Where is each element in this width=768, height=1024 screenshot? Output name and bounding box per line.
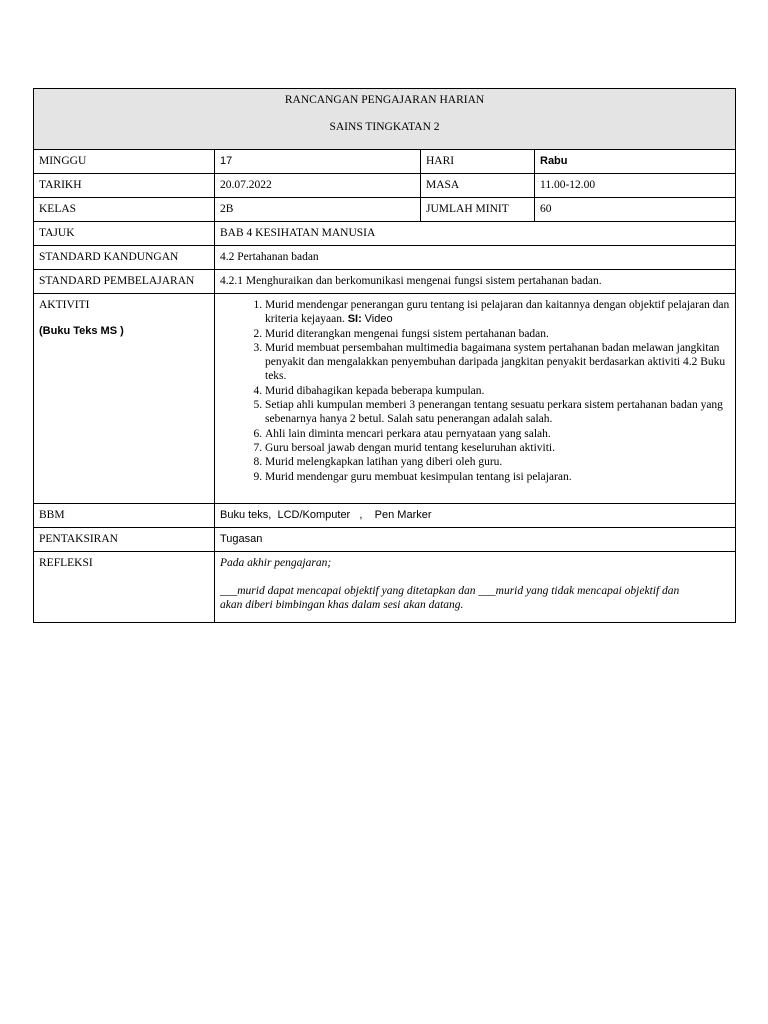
label-kelas: KELAS [34, 198, 215, 222]
row-tajuk [34, 222, 736, 246]
label-standard-pembelajaran: STANDARD PEMBELAJARAN [34, 270, 215, 294]
value-kelas: 2B [215, 198, 421, 222]
label-refleksi: REFLEKSI [34, 552, 215, 623]
rph-table [33, 88, 736, 623]
value-minggu: 17 [215, 150, 421, 174]
label-buku-teks: (Buku Teks MS ) [39, 325, 124, 337]
value-jumlah-minit: 60 [535, 198, 736, 222]
list-item: 4. Murid dibahagikan kepada beberapa kumpulan. [265, 384, 730, 398]
list-item: 7. Guru bersoal jawab dengan murid tentang keseluruhan aktiviti. [265, 441, 730, 455]
label-jumlah-minit: JUMLAH MINIT [421, 198, 535, 222]
label-tarikh: TARIKH [34, 174, 215, 198]
value-standard-kandungan: 4.2 Pertahanan badan [215, 246, 736, 270]
row-standard-kandungan [34, 246, 736, 270]
label-bbm: BBM [34, 504, 215, 528]
list-item: 5. Setiap ahli kumpulan memberi 3 penerangan tentang sesuatu perkara sistem pertahanan badan yang sebenarnya hanya 2 betul. Salah satu penerangan adalah salah. [265, 398, 730, 427]
document-subtitle: SAINS TINGKATAN 2 [329, 121, 440, 133]
si-value: Video [364, 313, 393, 326]
value-tarikh: 20.07.2022 [215, 174, 421, 198]
list-item: 1. Murid mendengar penerangan guru tentang isi pelajaran dan kaitannya dengan objektif pelajaran dan kriteria kejayaan. SI: Video [265, 298, 730, 327]
value-tajuk: BAB 4 KESIHATAN MANUSIA [215, 222, 736, 246]
value-pentaksiran: Tugasan [215, 528, 736, 552]
row-standard-pembelajaran [34, 270, 736, 294]
row-minggu [34, 150, 736, 174]
list-item: 9. Murid mendengar guru membuat kesimpulan tentang isi pelajaran. [265, 470, 730, 484]
row-kelas [34, 198, 736, 222]
label-masa: MASA [421, 174, 535, 198]
refleksi-line-1: Pada akhir pengajaran; [220, 557, 332, 569]
refleksi-line-2: ___murid dapat mencapai objektif yang ditetapkan dan ___murid yang tidak mencapai objektif dan akan diberi bimbingan khas dalam sesi akan datang. [220, 585, 680, 611]
value-aktiviti [215, 294, 736, 504]
list-item: 2. Murid diterangkan mengenai fungsi sistem pertahanan badan. [265, 327, 730, 341]
activity-list [220, 298, 730, 484]
document-title: RANCANGAN PENGAJARAN HARIAN [284, 94, 485, 106]
label-minggu: MINGGU [34, 150, 215, 174]
value-masa: 11.00-12.00 [535, 174, 736, 198]
list-item: 6. Ahli lain diminta mencari perkara atau pernyataan yang salah. [265, 427, 730, 441]
value-bbm: Buku teks, LCD/Komputer , Pen Marker [215, 504, 736, 528]
label-hari: HARI [421, 150, 535, 174]
row-pentaksiran [34, 528, 736, 552]
label-standard-kandungan: STANDARD KANDUNGAN [34, 246, 215, 270]
row-tarikh [34, 174, 736, 198]
row-aktiviti [34, 294, 736, 504]
row-bbm [34, 504, 736, 528]
list-item: 8. Murid melengkapkan latihan yang diberi oleh guru. [265, 455, 730, 469]
label-aktiviti-cell [34, 294, 215, 504]
label-pentaksiran: PENTAKSIRAN [34, 528, 215, 552]
value-refleksi [215, 552, 736, 623]
si-label: SI: [347, 313, 362, 326]
value-hari: Rabu [535, 150, 736, 174]
value-standard-pembelajaran: 4.2.1 Menghuraikan dan berkomunikasi mengenai fungsi sistem pertahanan badan. [215, 270, 736, 294]
label-aktiviti: AKTIVITI [39, 299, 90, 311]
list-item: 3. Murid membuat persembahan multimedia bagaimana system pertahanan badan melawan jangkitan penyakit dan mengalakkan penyembuhan daripada jangkitan penyakit berdasarkan aktiviti 4.2 Buku teks. [265, 341, 730, 384]
header-row [34, 89, 736, 150]
header-cell [34, 89, 736, 150]
row-refleksi [34, 552, 736, 623]
label-tajuk: TAJUK [34, 222, 215, 246]
